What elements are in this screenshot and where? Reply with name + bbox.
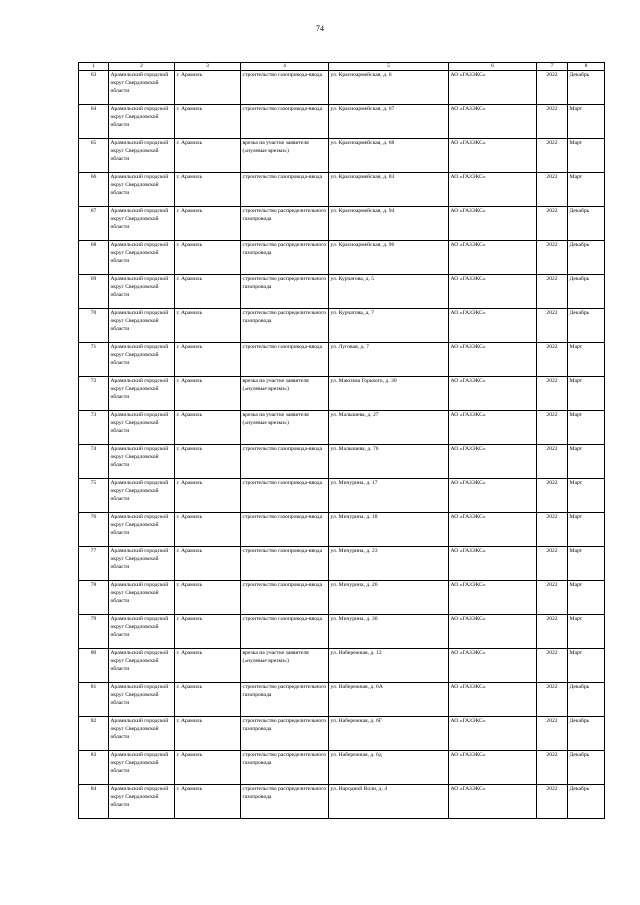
col-organization: АО «ГАЗЭКС» (449, 207, 537, 241)
col-organization: АО «ГАЗЭКС» (449, 139, 537, 173)
table-row (79, 411, 605, 445)
col-year: 2022 (537, 649, 568, 683)
col-settlement: г. Арамиль (175, 173, 241, 207)
page-number: 74 (316, 24, 324, 33)
col-work-type: строительство газопровода-ввода (241, 615, 329, 649)
col-organization: АО «ГАЗЭКС» (449, 683, 537, 717)
table-row (79, 241, 605, 275)
col-settlement: г. Арамиль (175, 71, 241, 105)
col-month: Март (568, 105, 605, 139)
col-number: 79 (79, 615, 109, 649)
col-municipality: Арамильский городской округ Свердловской области (109, 785, 175, 819)
col-address: ул. Максима Горького, д. 30 (329, 377, 449, 411)
table-row (79, 71, 605, 105)
col-work-type: строительство газопровода-ввода (241, 547, 329, 581)
col-municipality: Арамильский городской округ Свердловской области (109, 411, 175, 445)
col-organization: АО «ГАЗЭКС» (449, 445, 537, 479)
column-header-1: 1 (79, 63, 109, 71)
col-municipality: Арамильский городской округ Свердловской области (109, 71, 175, 105)
table-row (79, 275, 605, 309)
col-number: 82 (79, 717, 109, 751)
col-number: 78 (79, 581, 109, 615)
col-number: 69 (79, 275, 109, 309)
col-organization: АО «ГАЗЭКС» (449, 377, 537, 411)
col-organization: АО «ГАЗЭКС» (449, 785, 537, 819)
col-number: 74 (79, 445, 109, 479)
col-work-type: строительство распределительного газопровода (241, 207, 329, 241)
col-address: ул. Красноармейская, д. 6 (329, 71, 449, 105)
col-address: ул. Мичурина, д. 17 (329, 479, 449, 513)
col-number: 64 (79, 105, 109, 139)
col-month: Март (568, 343, 605, 377)
col-number: 80 (79, 649, 109, 683)
table-row (79, 785, 605, 819)
col-number: 67 (79, 207, 109, 241)
col-municipality: Арамильский городской округ Свердловской области (109, 275, 175, 309)
column-header-3: 3 (175, 63, 241, 71)
table-row (79, 309, 605, 343)
col-month: Март (568, 445, 605, 479)
col-year: 2022 (537, 479, 568, 513)
col-work-type: строительство распределительного газопровода (241, 785, 329, 819)
table-row (79, 717, 605, 751)
col-month: Март (568, 649, 605, 683)
table-row (79, 649, 605, 683)
col-month: Март (568, 615, 605, 649)
col-year: 2022 (537, 207, 568, 241)
col-address: ул. Луговая, д. 7 (329, 343, 449, 377)
col-settlement: г. Арамиль (175, 649, 241, 683)
col-municipality: Арамильский городской округ Свердловской области (109, 207, 175, 241)
col-work-type: строительство распределительного газопровода (241, 683, 329, 717)
col-number: 77 (79, 547, 109, 581)
table-row (79, 581, 605, 615)
col-year: 2022 (537, 71, 568, 105)
col-organization: АО «ГАЗЭКС» (449, 343, 537, 377)
col-month: Март (568, 411, 605, 445)
col-work-type: врезка на участке заявителя («нулевые врезки») (241, 411, 329, 445)
col-settlement: г. Арамиль (175, 479, 241, 513)
col-address: ул. Красноармейская, д. 68 (329, 139, 449, 173)
col-municipality: Арамильский городской округ Свердловской области (109, 377, 175, 411)
col-number: 63 (79, 71, 109, 105)
col-number: 83 (79, 751, 109, 785)
col-address: ул. Курчатова, д. 5 (329, 275, 449, 309)
col-number: 75 (79, 479, 109, 513)
col-month: Декабрь (568, 785, 605, 819)
col-municipality: Арамильский городской округ Свердловской области (109, 649, 175, 683)
col-work-type: строительство газопровода-ввода (241, 71, 329, 105)
col-municipality: Арамильский городской округ Свердловской области (109, 717, 175, 751)
col-work-type: строительство распределительного газопровода (241, 275, 329, 309)
col-organization: АО «ГАЗЭКС» (449, 717, 537, 751)
col-month: Декабрь (568, 207, 605, 241)
col-organization: АО «ГАЗЭКС» (449, 581, 537, 615)
col-year: 2022 (537, 241, 568, 275)
col-address: ул. Мичурина, д. 18 (329, 513, 449, 547)
column-header-4: 4 (241, 63, 329, 71)
col-work-type: строительство распределительного газопровода (241, 309, 329, 343)
column-header-5: 5 (329, 63, 449, 71)
col-number: 76 (79, 513, 109, 547)
col-year: 2022 (537, 173, 568, 207)
col-year: 2022 (537, 411, 568, 445)
col-municipality: Арамильский городской округ Свердловской области (109, 547, 175, 581)
table-row (79, 445, 605, 479)
col-settlement: г. Арамиль (175, 513, 241, 547)
col-address: ул. Набережная, д. 6д (329, 751, 449, 785)
col-year: 2022 (537, 377, 568, 411)
table-row (79, 615, 605, 649)
col-settlement: г. Арамиль (175, 377, 241, 411)
col-year: 2022 (537, 309, 568, 343)
col-year: 2022 (537, 547, 568, 581)
table-header (79, 63, 605, 71)
table-row (79, 547, 605, 581)
col-year: 2022 (537, 275, 568, 309)
col-year: 2022 (537, 343, 568, 377)
col-organization: АО «ГАЗЭКС» (449, 751, 537, 785)
col-address: ул. Красноармейская, д. 96 (329, 241, 449, 275)
table-row (79, 683, 605, 717)
col-work-type: строительство газопровода-ввода (241, 581, 329, 615)
col-address: ул. Мичурина, д. 23 (329, 547, 449, 581)
col-municipality: Арамильский городской округ Свердловской области (109, 343, 175, 377)
col-municipality: Арамильский городской округ Свердловской области (109, 241, 175, 275)
col-address: ул. Набережная, д. 6Г (329, 717, 449, 751)
col-number: 81 (79, 683, 109, 717)
col-month: Декабрь (568, 241, 605, 275)
col-number: 66 (79, 173, 109, 207)
col-number: 71 (79, 343, 109, 377)
col-organization: АО «ГАЗЭКС» (449, 615, 537, 649)
col-address: ул. Малышева, д. 76 (329, 445, 449, 479)
table-row (79, 479, 605, 513)
col-month: Март (568, 173, 605, 207)
col-work-type: строительство распределительного газопровода (241, 717, 329, 751)
table-row (79, 105, 605, 139)
col-number: 84 (79, 785, 109, 819)
col-month: Март (568, 581, 605, 615)
col-work-type: строительство газопровода-ввода (241, 343, 329, 377)
col-municipality: Арамильский городской округ Свердловской области (109, 105, 175, 139)
col-organization: АО «ГАЗЭКС» (449, 173, 537, 207)
col-settlement: г. Арамиль (175, 207, 241, 241)
col-settlement: г. Арамиль (175, 615, 241, 649)
col-number: 65 (79, 139, 109, 173)
col-municipality: Арамильский городской округ Свердловской области (109, 173, 175, 207)
col-work-type: строительство газопровода-ввода (241, 173, 329, 207)
col-work-type: строительство газопровода-ввода (241, 513, 329, 547)
col-municipality: Арамильский городской округ Свердловской области (109, 513, 175, 547)
col-address: ул. Красноармейская, д. 94 (329, 207, 449, 241)
col-municipality: Арамильский городской округ Свердловской области (109, 751, 175, 785)
col-settlement: г. Арамиль (175, 683, 241, 717)
col-year: 2022 (537, 513, 568, 547)
col-address: ул. Набережная, д. 6А (329, 683, 449, 717)
col-work-type: строительство распределительного газопровода (241, 241, 329, 275)
col-settlement: г. Арамиль (175, 105, 241, 139)
col-address: ул. Красноармейская, д. 67 (329, 105, 449, 139)
col-organization: АО «ГАЗЭКС» (449, 513, 537, 547)
gasification-table (78, 62, 605, 819)
col-settlement: г. Арамиль (175, 785, 241, 819)
col-year: 2022 (537, 751, 568, 785)
col-settlement: г. Арамиль (175, 411, 241, 445)
column-header-8: 8 (568, 63, 605, 71)
table-body (79, 71, 605, 819)
table-row (79, 751, 605, 785)
col-settlement: г. Арамиль (175, 547, 241, 581)
col-municipality: Арамильский городской округ Свердловской области (109, 581, 175, 615)
col-year: 2022 (537, 445, 568, 479)
col-work-type: врезка на участке заявителя («нулевые врезки») (241, 649, 329, 683)
col-year: 2022 (537, 785, 568, 819)
col-month: Март (568, 479, 605, 513)
col-month: Март (568, 139, 605, 173)
col-municipality: Арамильский городской округ Свердловской области (109, 615, 175, 649)
col-address: ул. Народной Воли, д. 4 (329, 785, 449, 819)
table-row (79, 343, 605, 377)
col-organization: АО «ГАЗЭКС» (449, 105, 537, 139)
col-settlement: г. Арамиль (175, 751, 241, 785)
col-work-type: строительство газопровода-ввода (241, 479, 329, 513)
col-settlement: г. Арамиль (175, 309, 241, 343)
column-header-7: 7 (537, 63, 568, 71)
table-row (79, 139, 605, 173)
col-month: Декабрь (568, 309, 605, 343)
column-header-6: 6 (449, 63, 537, 71)
col-settlement: г. Арамиль (175, 241, 241, 275)
col-address: ул. Малышева, д. 27 (329, 411, 449, 445)
col-organization: АО «ГАЗЭКС» (449, 275, 537, 309)
col-organization: АО «ГАЗЭКС» (449, 649, 537, 683)
col-address: ул. Красноармейская, д. 83 (329, 173, 449, 207)
col-month: Декабрь (568, 683, 605, 717)
col-year: 2022 (537, 683, 568, 717)
col-year: 2022 (537, 717, 568, 751)
col-month: Март (568, 377, 605, 411)
col-settlement: г. Арамиль (175, 139, 241, 173)
col-month: Декабрь (568, 275, 605, 309)
col-settlement: г. Арамиль (175, 717, 241, 751)
col-organization: АО «ГАЗЭКС» (449, 411, 537, 445)
col-organization: АО «ГАЗЭКС» (449, 547, 537, 581)
col-number: 70 (79, 309, 109, 343)
col-month: Декабрь (568, 71, 605, 105)
col-work-type: строительство газопровода-ввода (241, 105, 329, 139)
col-work-type: строительство распределительного газопровода (241, 751, 329, 785)
col-settlement: г. Арамиль (175, 581, 241, 615)
header-row (79, 63, 605, 71)
col-organization: АО «ГАЗЭКС» (449, 309, 537, 343)
col-address: ул. Набережная, д. 12 (329, 649, 449, 683)
col-municipality: Арамильский городской округ Свердловской области (109, 139, 175, 173)
col-number: 68 (79, 241, 109, 275)
col-number: 72 (79, 377, 109, 411)
col-month: Декабрь (568, 751, 605, 785)
col-month: Март (568, 547, 605, 581)
col-month: Декабрь (568, 717, 605, 751)
table-row (79, 173, 605, 207)
table-row (79, 513, 605, 547)
col-address: ул. Курчатова, д. 7 (329, 309, 449, 343)
col-organization: АО «ГАЗЭКС» (449, 71, 537, 105)
table-row (79, 207, 605, 241)
table-row (79, 377, 605, 411)
col-municipality: Арамильский городской округ Свердловской области (109, 479, 175, 513)
col-address: ул. Мичурина, д. 30 (329, 615, 449, 649)
col-settlement: г. Арамиль (175, 343, 241, 377)
col-organization: АО «ГАЗЭКС» (449, 241, 537, 275)
col-number: 73 (79, 411, 109, 445)
col-settlement: г. Арамиль (175, 445, 241, 479)
col-year: 2022 (537, 615, 568, 649)
column-header-2: 2 (109, 63, 175, 71)
col-work-type: строительство газопровода-ввода (241, 445, 329, 479)
col-organization: АО «ГАЗЭКС» (449, 479, 537, 513)
col-municipality: Арамильский городской округ Свердловской области (109, 445, 175, 479)
col-municipality: Арамильский городской округ Свердловской области (109, 683, 175, 717)
col-work-type: врезка на участке заявителя («нулевые врезки») (241, 139, 329, 173)
col-address: ул. Мичурина, д. 26 (329, 581, 449, 615)
col-year: 2022 (537, 105, 568, 139)
col-year: 2022 (537, 581, 568, 615)
col-year: 2022 (537, 139, 568, 173)
col-municipality: Арамильский городской округ Свердловской области (109, 309, 175, 343)
col-work-type: врезка на участке заявителя («нулевые врезки») (241, 377, 329, 411)
col-month: Март (568, 513, 605, 547)
col-settlement: г. Арамиль (175, 275, 241, 309)
